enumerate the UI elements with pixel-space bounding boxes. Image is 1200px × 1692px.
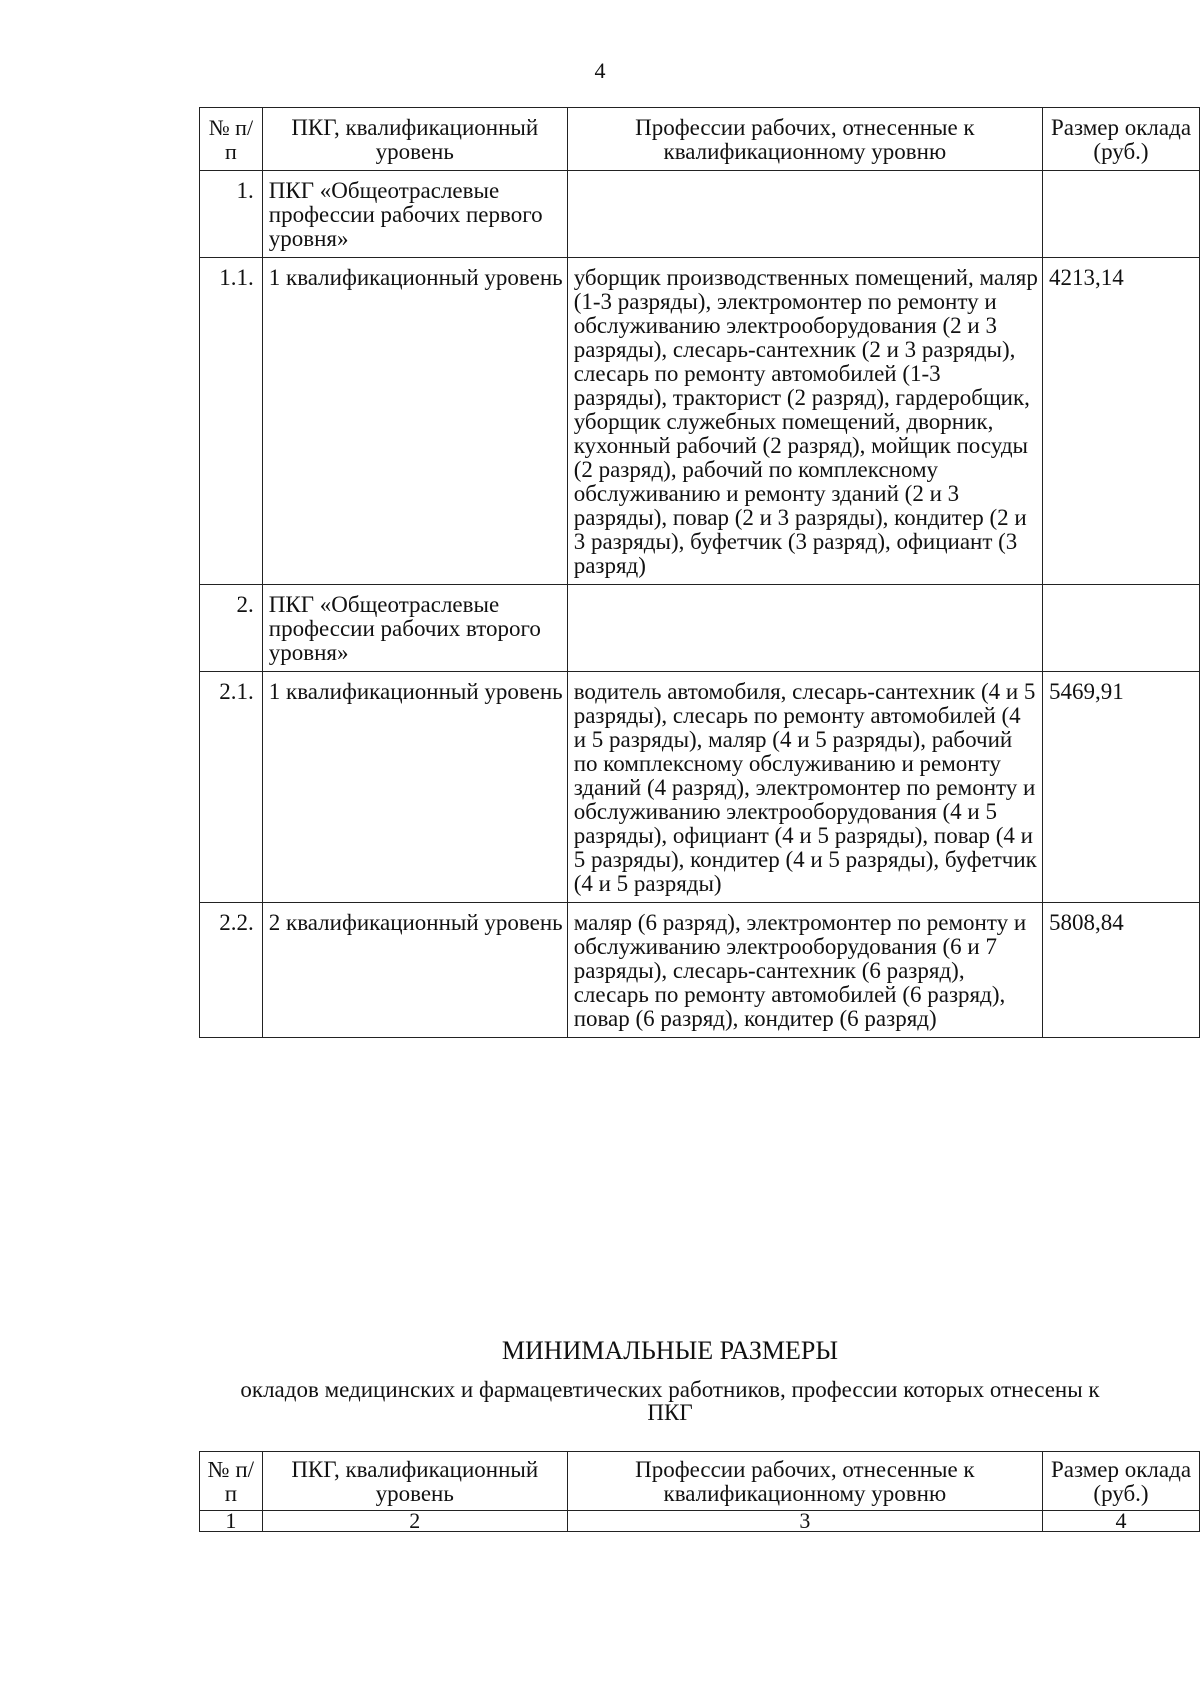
header-number: № п/п <box>200 108 263 171</box>
row-salary <box>1043 585 1200 672</box>
row-number: 2. <box>200 585 263 672</box>
row-salary: 4213,14 <box>1043 258 1200 585</box>
row-pkg: 1 квалификационный уровень <box>262 672 567 903</box>
table-header-row <box>200 108 1200 171</box>
column-number: 3 <box>567 1511 1042 1532</box>
header-number: № п/п <box>200 1452 263 1511</box>
row-professions <box>567 171 1042 258</box>
row-salary: 5469,91 <box>1043 672 1200 903</box>
table-row <box>200 903 1200 1038</box>
table-row <box>200 171 1200 258</box>
row-pkg: ПКГ «Общеотраслевые профессии рабочих первого уровня» <box>262 171 567 258</box>
column-number: 1 <box>200 1511 263 1532</box>
medical-salary-table <box>199 1451 1200 1532</box>
header-pkg: ПКГ, квалификационный уровень <box>262 108 567 171</box>
header-pkg: ПКГ, квалификационный уровень <box>262 1452 567 1511</box>
row-pkg: 1 квалификационный уровень <box>262 258 567 585</box>
row-number: 2.1. <box>200 672 263 903</box>
column-number: 2 <box>262 1511 567 1532</box>
page-number: 4 <box>594 58 606 83</box>
row-professions <box>567 585 1042 672</box>
header-professions: Профессии рабочих, отнесенные к квалификационному уровню <box>567 108 1042 171</box>
professions-salary-table <box>199 107 1200 1038</box>
row-professions: водитель автомобиля, слесарь-сантехник (4 и 5 разряды), слесарь по ремонту автомобилей (4 и 5 разряды), маляр (4 и 5 разряды), рабочий по комплексному обслуживанию и ремонту зданий (4 разряд), электромонтер по ремонту и обслуживанию электрооборудования (4 и 5 разряды), официант (4 и 5 разряды), повар (4 и 5 разряды), кондитер (4 и 5 разряды), буфетчик (4 и 5 разряды) <box>567 672 1042 903</box>
section-title: МИНИМАЛЬНЫЕ РАЗМЕРЫ <box>501 1336 839 1365</box>
row-pkg: 2 квалификационный уровень <box>262 903 567 1038</box>
table-row <box>200 258 1200 585</box>
row-number: 1. <box>200 171 263 258</box>
column-number-row <box>200 1511 1200 1532</box>
section-subtitle: окладов медицинских и фармацевтических работников, профессии которых отнесены к ПКГ <box>240 1377 1100 1425</box>
row-salary: 5808,84 <box>1043 903 1200 1038</box>
table-row <box>200 585 1200 672</box>
header-professions: Профессии рабочих, отнесенные к квалификационному уровню <box>567 1452 1042 1511</box>
table-row <box>200 672 1200 903</box>
header-salary: Размер оклада (руб.) <box>1043 108 1200 171</box>
row-professions: уборщик производственных помещений, маляр (1-3 разряды), электромонтер по ремонту и обслуживанию электрооборудования (2 и 3 разряды), слесарь-сантехник (2 и 3 разряды), слесарь по ремонту автомобилей (1-3 разряды), тракторист (2 разряд), гардеробщик, уборщик служебных помещений, дворник, кухонный рабочий (2 разряд), мойщик посуды (2 разряд), рабочий по комплексному обслуживанию и ремонту зданий (2 и 3 разряды), повар (2 и 3 разряды), кондитер (2 и 3 разряды), буфетчик (3 разряд), официант (3 разряд) <box>567 258 1042 585</box>
row-number: 1.1. <box>200 258 263 585</box>
row-salary <box>1043 171 1200 258</box>
row-number: 2.2. <box>200 903 263 1038</box>
column-number: 4 <box>1043 1511 1200 1532</box>
row-pkg: ПКГ «Общеотраслевые профессии рабочих второго уровня» <box>262 585 567 672</box>
row-professions: маляр (6 разряд), электромонтер по ремонту и обслуживанию электрооборудования (6 и 7 разряды), слесарь-сантехник (6 разряд), слесарь по ремонту автомобилей (6 разряд), повар (6 разряд), кондитер (6 разряд) <box>567 903 1042 1038</box>
table-header-row <box>200 1452 1200 1511</box>
header-salary: Размер оклада (руб.) <box>1043 1452 1200 1511</box>
